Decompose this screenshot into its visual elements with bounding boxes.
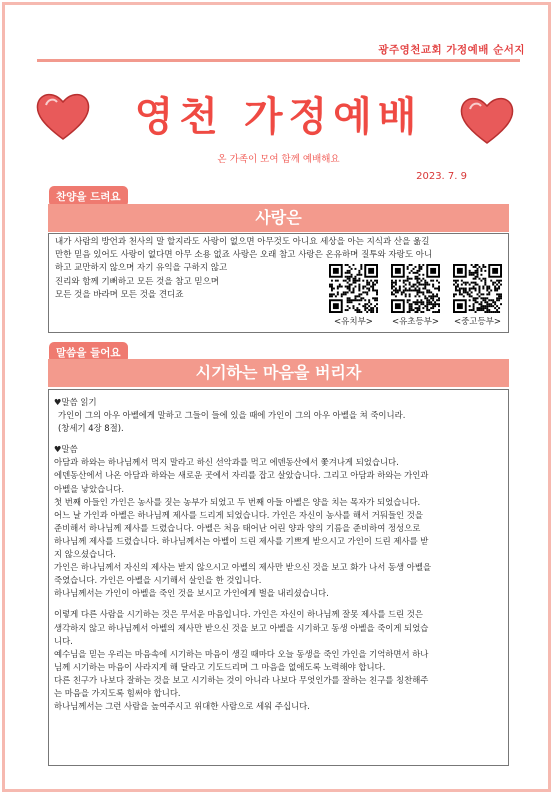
reading-text: 가인이 그의 아우 아벨에게 말하고 그들이 들에 있을 때에 가인이 그의 아우 아벨을 쳐 죽이니라. bbox=[58, 410, 406, 421]
sermon-line: 아담과 하와는 하나님께서 먹지 말라고 하신 선악과를 먹고 에덴동산에서 쫓겨나게 되었습니다. bbox=[54, 457, 399, 468]
sermon-line: 니다. bbox=[54, 635, 73, 646]
page-subtitle: 온 가족이 모여 함께 예배해요 bbox=[217, 154, 340, 165]
sermon-title-bar bbox=[48, 359, 509, 387]
lyric-line: 만한 믿음 있어도 사랑이 없다면 아무 소용 없죠 사랑은 오래 참고 사랑은 온유하며 질투와 자랑도 아니 bbox=[55, 250, 433, 261]
sermon-line: 준비해서 하나님께 제사를 드렸습니다. 아벨은 처음 태어난 어린 양과 양의 기름을 준비하여 정성으로 bbox=[54, 522, 421, 533]
lyric-line: 모든 것을 바라며 모든 것을 견디죠 bbox=[55, 289, 184, 300]
sermon-line: 가인은 하나님께서 자신의 제사는 받지 않으시고 아벨의 제사만 받으신 것을 보고 화가 나서 동생 아벨을 bbox=[54, 562, 432, 573]
sermon-paragraph-1 bbox=[54, 456, 503, 600]
qr-code-icon bbox=[391, 264, 440, 313]
sermon-line: 님께 시기하는 마음이 사라지게 해 달라고 기도드리며 그 마음을 없애도록 노력해야 합니다. bbox=[54, 661, 386, 672]
sermon-line: 지 않으셨습니다. bbox=[54, 549, 116, 560]
hymn-title-bar bbox=[48, 204, 509, 232]
sermon-line: 하나님께서는 그런 사람을 높여주시고 위대한 사람으로 세워 주십니다. bbox=[54, 701, 310, 712]
praise-badge: 찬양을 드려요 bbox=[49, 186, 128, 207]
worship-date: 2023. 7. 9 bbox=[416, 171, 467, 182]
qr-label: <중고등부> bbox=[453, 317, 502, 327]
sermon-line: 예수님을 믿는 우리는 마음속에 시기하는 마음이 생길 때마다 오늘 동생을 죽인 가인을 기억하면서 하나 bbox=[54, 648, 429, 659]
header-divider bbox=[37, 59, 520, 62]
sermon-line: 첫 번째 아들인 가인은 농사를 짓는 농부가 되었고 두 번째 아들 아벨은 양을 치는 목자가 되었습니다. bbox=[54, 496, 421, 507]
word-heading: ♥말씀 bbox=[54, 444, 78, 455]
reading-heading: ♥말씀 읽기 bbox=[54, 397, 97, 407]
lyric-line: 진리와 함께 기뻐하고 모든 것을 참고 믿으며 bbox=[55, 276, 220, 287]
sermon-line: 이렇게 다른 사람을 시기하는 것은 무서운 마음입니다. 가인은 자신이 하나님께 잘못 제사를 드린 것은 bbox=[54, 609, 423, 620]
sermon-line: 하나님께 제사를 드렸습니다. 하나님께서는 아벨이 드린 제사를 기쁘게 받으시고 가인이 드린 제사를 받 bbox=[54, 535, 429, 546]
sermon-badge: 말씀을 들어요 bbox=[49, 342, 128, 363]
sermon-line: 생각하지 않고 하나님께서 아벨의 제사만 받으신 것을 보고 아벨을 시기하고 동생 아벨을 죽이게 되었습 bbox=[54, 622, 429, 633]
reading-ref: (창세기 4장 8절). bbox=[58, 423, 124, 434]
sermon-box bbox=[48, 389, 509, 766]
qr-code-icon bbox=[329, 264, 378, 313]
sermon-line: 다른 친구가 나보다 잘하는 것을 보고 시기하는 것이 아니라 나보다 무엇인가를 잘하는 친구를 칭찬해주 bbox=[54, 674, 429, 685]
qr-youth[interactable] bbox=[453, 264, 502, 327]
church-name: 광주영천교회 가정예배 순서지 bbox=[378, 44, 525, 56]
sermon-paragraph-2 bbox=[54, 608, 503, 713]
qr-label: <유치부> bbox=[334, 317, 373, 327]
qr-code-icon bbox=[453, 264, 502, 313]
sermon-line: 어느 날 가인과 아벨은 하나님께 제사를 드리게 되었습니다. 가인은 자신이 농사를 해서 거둬들인 것을 bbox=[54, 509, 423, 520]
qr-kindergarten[interactable] bbox=[329, 264, 378, 327]
hymn-title: 사랑은 bbox=[255, 208, 302, 227]
sermon-line: 에덴동산에서 나온 아담과 하와는 새로운 곳에서 자리를 잡고 살았습니다. 그리고 아담과 하와는 가인과 bbox=[54, 470, 429, 481]
sermon-body bbox=[49, 390, 508, 713]
sermon-line: 죽였습니다. 가인은 아벨을 시기해서 살인을 한 것입니다. bbox=[54, 575, 262, 586]
page-title: 영천 가정예배 bbox=[134, 94, 423, 140]
qr-label: <유초등부> bbox=[391, 317, 440, 327]
sermon-line: 아벨을 낳았습니다. bbox=[54, 483, 125, 494]
sermon-line: 는 마음을 가지도록 힘써야 합니다. bbox=[54, 687, 181, 698]
sermon-title: 시기하는 마음을 버리자 bbox=[195, 363, 362, 382]
sermon-line: 하나님께서는 가인이 아벨을 죽인 것을 보시고 가인에게 벌을 내리셨습니다. bbox=[54, 588, 329, 599]
lyric-line: 내가 사람의 방언과 천사의 말 할지라도 사랑이 없으면 아무것도 아니요 세상을 아는 지식과 산을 옮길 bbox=[55, 237, 430, 247]
hymn-box bbox=[48, 233, 509, 333]
qr-codes bbox=[329, 264, 502, 327]
qr-elementary[interactable] bbox=[391, 264, 440, 327]
lyric-line: 하고 교만하지 않으며 자기 유익을 구하지 않고 bbox=[55, 263, 228, 274]
